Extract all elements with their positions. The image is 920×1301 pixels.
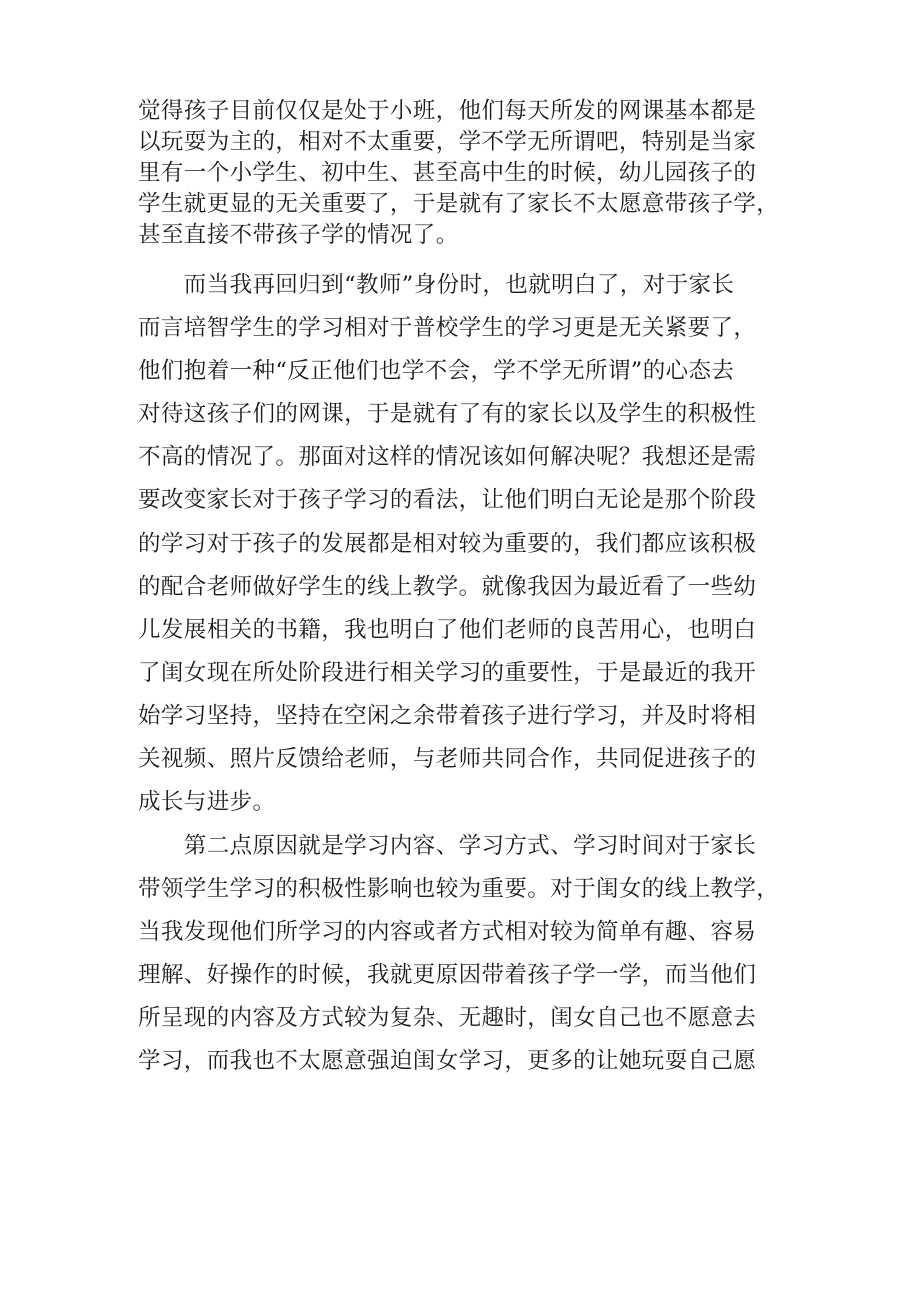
text-line: 而当我再回归到“教师”身份时，也就明白了，对于家长 (138, 272, 735, 298)
text-line: 第二点原因就是学习内容、学习方式、学习时间对于家长 (138, 833, 757, 859)
text-line: 而言培智学生的学习相对于普校学生的学习更是无关紧要了， (138, 315, 757, 342)
text-line: 始学习坚持，坚持在空闲之余带着孩子进行学习，并及时将相 (138, 702, 757, 729)
text-line: 不高的情况了。那面对这样的情况该如何解决呢？我想还是需 (138, 444, 757, 471)
text-line: 的学习对于孩子的发展都是相对较为重要的，我们都应该积极 (138, 530, 757, 557)
text-line: 学习，而我也不太愿意强迫闺女学习，更多的让她玩耍自己愿 (138, 1048, 757, 1075)
text-line: 儿发展相关的书籍，我也明白了他们老师的良苦用心，也明白 (138, 616, 757, 643)
text-line: 理解、好操作的时候，我就更原因带着孩子学一学，而当他们 (138, 962, 757, 989)
text-line: 以玩耍为主的，相对不太重要，学不学无所谓吧，特别是当家 (138, 129, 757, 155)
text-line: 他们抱着一种“反正他们也学不会，学不学无所谓”的心态去 (138, 358, 735, 385)
text-line: 成长与进步。 (138, 789, 276, 816)
paragraph-3 (138, 825, 778, 1084)
paragraph-1 (138, 96, 778, 251)
text-line: 所呈现的内容及方式较为复杂、无趣时，闺女自己也不愿意去 (138, 1005, 757, 1032)
text-line: 甚至直接不带孩子学的情况了。 (138, 222, 459, 248)
text-line: 要改变家长对于孩子学习的看法，让他们明白无论是那个阶段 (138, 487, 757, 514)
text-line: 的配合老师做好学生的线上教学。就像我因为最近看了一些幼 (138, 573, 757, 600)
text-line: 觉得孩子目前仅仅是处于小班，他们每天所发的网课基本都是 (138, 98, 757, 124)
text-line: 关视频、照片反馈给老师，与老师共同合作，共同促进孩子的 (138, 746, 757, 773)
text-line: 里有一个小学生、初中生、甚至高中生的时候，幼儿园孩子的 (138, 160, 757, 186)
text-line: 学生就更显的无关重要了，于是就有了家长不太愿意带孩子学， (138, 191, 780, 217)
text-line: 当我发现他们所学习的内容或者方式相对较为简单有趣、容易 (138, 919, 757, 946)
paragraph-2 (138, 264, 778, 824)
text-line: 了闺女现在所处阶段进行相关学习的重要性，于是最近的我开 (138, 659, 757, 686)
text-line: 带领学生学习的积极性影响也较为重要。对于闺女的线上教学， (138, 876, 780, 903)
text-line: 对待这孩子们的网课，于是就有了有的家长以及学生的积极性 (138, 401, 757, 428)
